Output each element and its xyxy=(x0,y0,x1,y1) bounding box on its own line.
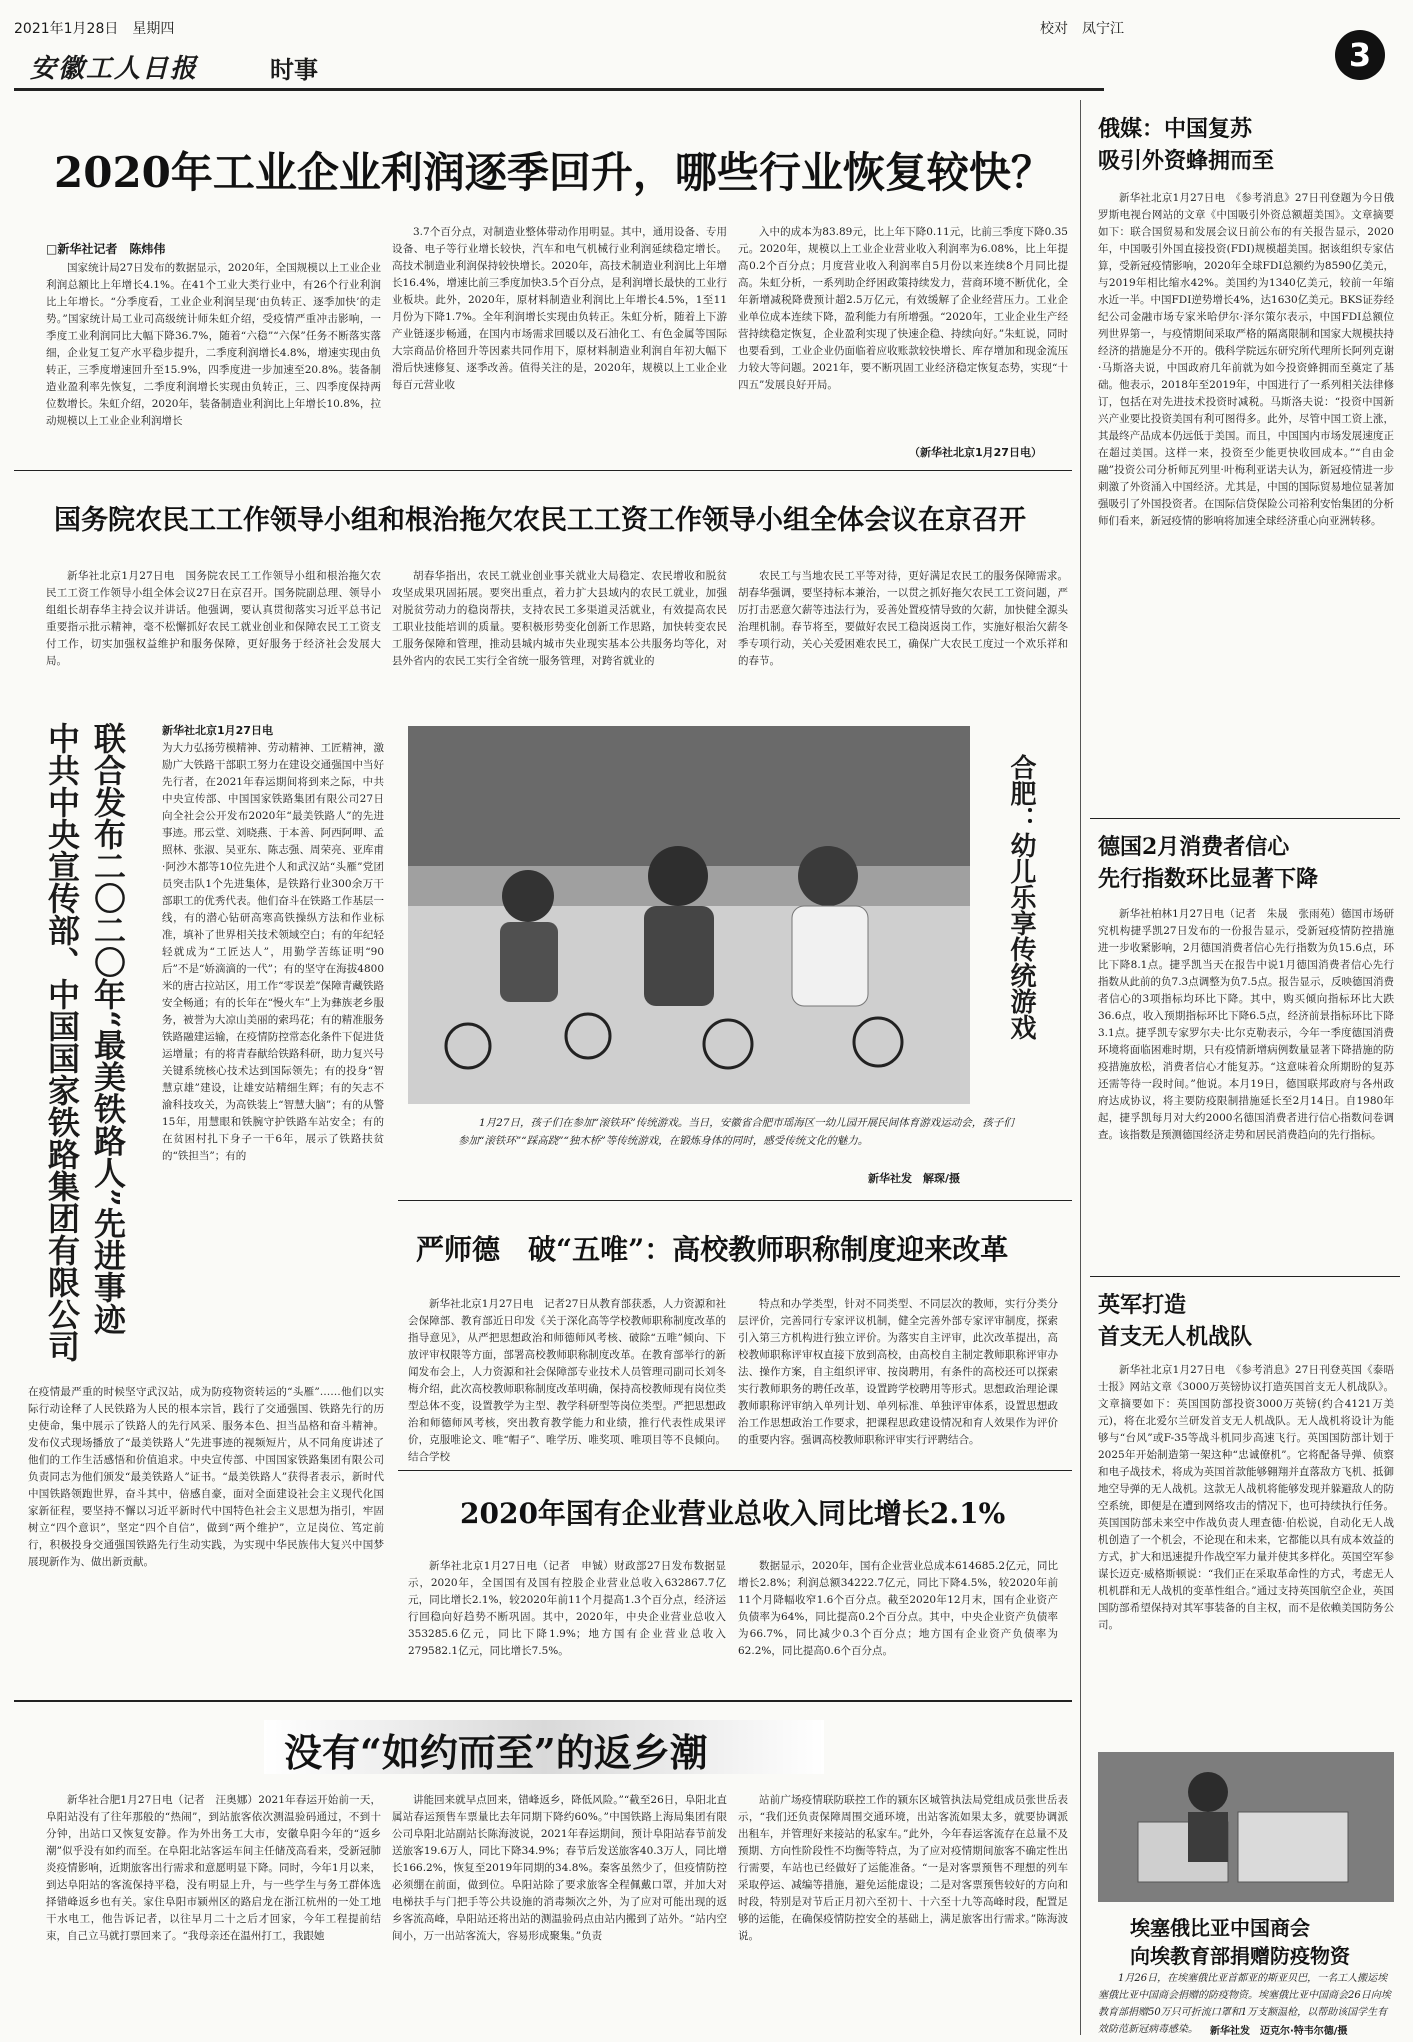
article6-col-3: 站前广场疫情联防联控工作的颍东区城管执法局党组成员张世岳表示，“我们还负责保障周围交通环境，出站客流如果太多，就要协调派出租车，并管理好来接站的私家车。”此外，今年春运客流存在总量不及预期、方向性阶段性不均衡等特点，为了应对疫情期间旅客不确定性出行需要，车站也已经做好了运能准备。“一是对客票预售不理想的列车采取停运、减编等措施，避免运能虚设；二是对客票预售较好的方向和时段，特别是对节后正月初六至初十、十六至十九等高峰时段，配置足够的运能，在确保疫情防控安全的基础上，满足旅客出行需求。”陈海波说。 xyxy=(738,1794,1068,1942)
masthead-date: 2021年1月28日 星期四 xyxy=(14,21,175,37)
rule xyxy=(14,1700,1072,1702)
sidebar-item4-title-1: 埃塞俄比亚中国商会 xyxy=(1130,1916,1310,1940)
article3-title-line-1: 中共中央宣传部、中国国家铁路集团有限公司 xyxy=(43,722,81,1362)
sidebar-rule xyxy=(1090,1276,1400,1277)
article2-col-3: 农民工与当地农民工平等对待，更好满足农民工的服务保障需求。胡春华强调，要坚持标本兼治，一以贯之抓好拖欠农民工工资问题，严厉打击恶意欠薪等违法行为，妥善处置疫情导致的欠薪，加快健全源头治理机制。春节将至，要做好农民工稳岗返岗工作，实施好根治欠薪冬季专项行动，关心关爱困难农民工，确保广大农民工度过一个欢乐祥和的春节。 xyxy=(738,570,1068,667)
article-return-home xyxy=(14,1700,1072,2035)
rule xyxy=(398,1200,1072,1201)
photo-illustration xyxy=(408,726,970,1104)
rule xyxy=(14,470,1072,471)
photo-block xyxy=(398,718,1072,1188)
article2-col-1: 新华社北京1月27日电 国务院农民工工作领导小组和根治拖欠农民工工资工作领导小组全体会议27日在京召开。国务院副总理、领导小组组长胡春华主持会议并讲话。他强调，要认真贯彻落实习近平总书记重要指示批示精神，毫不松懈抓好农民工就业创业和保障农民工工资支付工作，切实加强权益维护和服务保障，更好服务于经济社会发展大局。 xyxy=(46,570,381,667)
lead-title: 2020年工业企业利润逐季回升，哪些行业恢复较快？ xyxy=(54,148,1053,197)
photo-caption-title: 合肥：幼儿乐享传统游戏 xyxy=(1006,754,1036,1040)
article4-col-1: 新华社北京1月27日电 记者27日从教育部获悉，人力资源和社会保障部、教育部近日印发《关于深化高等学校教师职称制度改革的指导意见》，从严把思想政治和师德师风考核、破除“五唯”倾向、下放评审权限等方面，部署高校教师职称制度改革。在教育部举行的新闻发布会上，人力资源和社会保障部专业技术人员管理司副司长刘冬梅介绍，此次高校教师职称制度改革明确，保持高校教师现有岗位类型总体不变，设置教学为主型、教学科研型等岗位类型。严把思想政治和师德师风考核，突出教育教学能力和业绩，推行代表性成果评价，克服唯论文、唯“帽子”、唯学历、唯奖项、唯项目等不良倾向。结合学校 xyxy=(408,1298,726,1463)
article3-title-line-2: 联合发布二〇二〇年“最美铁路人”先进事迹 xyxy=(89,722,127,1335)
article-migrant-workers xyxy=(14,470,1072,710)
article2-col-2: 胡春华指出，农民工就业创业事关就业大局稳定、农民增收和脱贫攻坚成果巩固拓展。要突出重点，着力扩大县域内的农民工就业，加强对脱贫劳动力的稳岗帮扶，支持农民工多渠道灵活就业，有效提高农民工职业技能培训的质量。要积极形势变化创新工作思路，加快转变农民工服务保障和管理，推动县城内城市失业现实基本公共服务均等化，对县外省内的农民工实行全省统一服务管理，对跨省就业的 xyxy=(392,570,727,667)
article4-col-2: 特点和办学类型，针对不同类型、不同层次的教师，实行分类分层评价，完善同行专家评议机制，健全完善外部专家评审制度，探索引入第三方机构进行独立评价。为落实自主评审，此次改革提出，高校教师职称评审权直接下放到高校，由高校自主制定教师职称评审办法、操作方案，自主组织评审、按岗聘用，有条件的高校还可以探索实行教师职务的聘任改革，设置跨学校聘用等形式。思想政治理论课教师职称评审纳入单列计划、单列标准、单独评审体系，设置思想政治工作思想政治工作要求，把课程思政建设情况和育人效果作为评价的重要内容。强调高校教师职称评审实行评聘结合。 xyxy=(738,1298,1058,1446)
article2-title: 国务院农民工工作领导小组和根治拖欠农民工工资工作领导小组全体会议在京召开 xyxy=(54,505,1026,536)
paper-name: 安徽工人日报 xyxy=(30,54,199,84)
lead-article xyxy=(14,100,1072,465)
sidebar-item2-body: 新华社柏林1月27日电（记者 朱晟 张雨苑）德国市场研究机构捷孚凯27日发布的一份报告显示，受新冠疫情防控措施进一步收紧影响，2月德国消费者信心先行指数为负15.6点，环比下降8.1点。捷孚凯当天在报告中说1月德国消费者信心先行指数从此前的负7.3点调整为负7.5点。报告显示，反映德国消费者信心的3项指标均环比下降。其中，购买倾向指标环比大跌36.6点，收入预期指标环比下降6.5点，经济前景指标环比下降3.1点。捷孚凯专家罗尔夫·比尔克勒表示，今年一季度德国消费环境将面临困难时期，只有疫情新增病例数量显著下降措施的防疫措施放松，消费者信心才能复苏。“这意味着众所期盼的复苏还需等待一段时间。”他说。本月19日，德国联邦政府与各州政府达成协议，将主要防疫限制措施延长至2月14日。自1980年起，捷孚凯每月对大约2000名德国消费者进行信心指数问卷调查。该指数是预测德国经济走势和居民消费趋向的先行指标。 xyxy=(1098,908,1394,1141)
sidebar-item2-title-1: 德国2月消费者信心 xyxy=(1098,834,1290,860)
lead-col-1: 国家统计局27日发布的数据显示，2020年，全国规模以上工业企业利润总额比上年增长4.1%。在41个工业大类行业中，有26个行业利润比上年增长。“分季度看，工业企业利润呈现‘由负转正、逐季加快’的走势。”国家统计局工业司高级统计师朱虹介绍，受疫情严重冲击影响，一季度工业利润同比大幅下降36.7%，随着“六稳”“六保”任务不断落实落细，企业复工复产水平稳步提升，二季度利润增长4.8%，增速实现由负转正，三季度增速回升至15.9%，四季度进一步加速至20.8%。装备制造业盈利率先恢复，二季度利润增长实现由负转正，三、四季度保持两位数增长。朱虹介绍，2020年，装备制造业利润比上年增长10.8%，拉动规模以上工业企业利润增长 xyxy=(46,262,381,427)
sidebar-item4-credit: 新华社发 迈克尔·特韦尔德/摄 xyxy=(1210,2026,1348,2037)
donation-illustration xyxy=(1098,1752,1394,1902)
article6-col-1: 新华社合肥1月27日电（记者 汪奥娜）2021年春运开始前一天，阜阳站没有了往年那般的“热闹”，到站旅客依次测温验码通过，不到十分钟，出站口又恢复安静。作为外出务工大市，安徽阜阳今年的“返乡潮”似乎没有如约而至。在阜阳北站客运车间主任储茂高看来，受新冠肺炎疫情影响，近期旅客出行需求和意愿明显下降。同时，今年1月以来，到达阜阳站的客流保持平稳，没有明显上升，与一些学生与务工群体选择错峰返乡也有关。家住阜阳市颍州区的路启龙在浙江杭州的一处工地干水电工，他告诉记者，以往早月二十之后才回家，今年工程提前结束，自己立马就打票回来了。“我母亲还在温州打工，我跟她 xyxy=(46,1794,381,1942)
lead-col-2: 3.7个百分点，对制造业整体带动作用明显。其中，通用设备、专用设备、电子等行业增长较快，汽车和电气机械行业利润延续稳定增长。高技术制造业利润保持较快增长。2020年，高技术制造业利润比上年增长16.4%，增速比前三季度加快3.5个百分点，是利润增长最快的工业行业板块。此外，2020年，原材料制造业利润比上年增长4.5%，1至11月份为下降1.7%。全年利润增长实现由负转正。朱虹分析，随着上下游产业链逐步畅通，在国内市场需求回暖以及石油化工、有色金属等国际大宗商品价格回升等因素共同作用下，原材料制造业利润自年初大幅下滑后快速修复、逐季改善。值得关注的是，2020年，规模以上工业企业每百元营业收 xyxy=(392,226,727,391)
sidebar xyxy=(1090,100,1400,2035)
sidebar-divider xyxy=(1080,100,1081,2035)
sidebar-item4-caption: 1月26日，在埃塞俄比亚首都亚的斯亚贝巴，一名工人搬运埃塞俄比亚中国商会捐赠的防疫物资。埃塞俄比亚中国商会26日向埃教育部捐赠50万只可折流口罩和1万支额温枪，以帮助该国学生有效防范新冠病毒感染。 xyxy=(1098,1973,1391,2035)
section-name: 时事 xyxy=(270,56,318,84)
sidebar-item3-body: 新华社北京1月27日电 《参考消息》27日刊登英国《泰晤士报》网站文章《3000万英镑协议打造英国首支无人机战队》。文章摘要如下：英国国防部投资3000万英镑(约合4121万美元)，将在北爱尔兰研发首支无人机战队。无人战机将设计为能够与“台风”或F-35等战斗机同步高速飞行。英国国防部计划于2025年开始制造第一架这种“忠诚僚机”。它将配备导弹、侦察和电子战技术，将成为英国首款能够翱翔并直落敌方飞机、抵御地空导弹的无人战机。这款无人战机将能够发现并躲避敌人的防空系统，即便是在遭到网络攻击的情况下，也可持续执行任务。英国国防部未来空中作战负责人理查德·伯松说，自动化无人战机创造了一个机会，不论现在和未来，它都能以具有成本效益的方式，扩大和迅速提升作战空军力量并使其多样化。英国空军参谋长迈克·威格斯顿说：“我们正在采取革命性的方式，考虑无人机机群和无人战机的变革性组合。”通过支持英国航空企业，英国国防部希望保持对其军事装备的自主权，而不是依赖美国防务公司。 xyxy=(1098,1364,1394,1631)
lead-source: （新华社北京1月27日电） xyxy=(909,446,1042,459)
article-railway xyxy=(14,712,386,1697)
masthead-rule xyxy=(14,88,1104,91)
photo-credit: 新华社发 解琛/摄 xyxy=(868,1172,961,1185)
editors: 校对 凤宁江 xyxy=(1040,21,1124,37)
sidebar-rule xyxy=(1090,818,1400,819)
article-teacher-titles xyxy=(388,1200,1072,1465)
masthead xyxy=(0,0,1413,100)
article5-col-1: 新华社北京1月27日电（记者 申铖）财政部27日发布数据显示，2020年，全国国有及国有控股企业营业总收入632867.7亿元，同比增长2.1%，较2020年前11个月提高1.3个百分点，经济运行回稳向好趋势不断巩固。其中，2020年，中央企业营业总收入353285.6亿元，同比下降1.9%；地方国有企业营业总收入279582.1亿元，同比增长7.5%。 xyxy=(408,1560,726,1657)
sidebar-item2-title-2: 先行指数环比显著下降 xyxy=(1098,866,1319,892)
article-soe-revenue xyxy=(388,1470,1072,1695)
article3-body-right: 为大力弘扬劳模精神、劳动精神、工匠精神，激励广大铁路干部职工努力在建设交通强国中当好先行者，在2021年春运期间将到来之际，中共中央宣传部、中国国家铁路集团有限公司27日向全社会公开发布2020年“最美铁路人”的先进事迹。邢云堂、刘晓燕、于本善、阿西阿呷、孟照林、张淑、吴亚东、陈志强、周荣亮、亚库甫·阿沙木都等10位先进个人和武汉站“头雁”党团员突击队1个先进集体，是铁路行业300余万干部职工的优秀代表。他们奋斗在铁路工作基层一线，有的潜心钻研高寒高铁操纵方法和作业标准，填补了世界相关技术领域空白；有的年纪轻轻就成为“工匠达人”，用勤学苦练证明“90后”不是“娇滴滴的一代”；有的坚守在海拔4800米的唐古拉站区，用工作“零误差”保障青藏铁路安全畅通；有的长年在“慢火车”上为彝族老乡服务，被誉为大凉山美丽的索玛花；有的精准服务铁路融建运输，在疫情防控常态化条件下促进货运增量；有的将青春献给铁路科研，助力复兴号关键系统核心技术达到国际领先；有的投身“智慧京雄”建设，让雄安站精细生辉；有的矢志不渝科技攻关，为高铁装上“智慧大脑”；有的从警15年，用慧眼和铁腕守护铁路车站安全；有的在贫困村扎下身子一干6年，展示了铁路扶贫的“铁担当”；有的 xyxy=(162,742,384,1162)
sidebar-item4-title-2: 向埃教育部捐赠防疫物资 xyxy=(1130,1944,1350,1968)
photo-caption: 1月27日，孩子们在参加“滚铁环”传统游戏。当日，安徽省合肥市瑶海区一幼儿园开展民间体育游戏运动会，孩子们参加“滚铁环”“踩高跷”“独木桥”等传统游戏，在锻炼身体的同时，感受传统文化的魅力。 xyxy=(458,1117,1014,1147)
article3-body-bottom: 在疫情最严重的时候坚守武汉站，成为防疫物资转运的“头雁”……他们以实际行动诠释了人民铁路为人民的根本宗旨，践行了交通强国、铁路先行的历史使命，集中展示了铁路人的先行风采、服务本色、担当品格和奋斗精神。发布仪式现场播放了“最美铁路人”先进事迹的视频短片，从不同角度讲述了他们的工作生活感悟和价值追求。中央宣传部、中国国家铁路集团有限公司负责同志为他们颁发“最美铁路人”证书。“最美铁路人”获得者表示，新时代中国铁路领跑世界，奋斗其中，倍感自豪，面对全面建设社会主义现代化国家新征程，要坚持不懈以习近平新时代中国特色社会主义思想为指引，牢固树立“四个意识”，坚定“四个自信”，做到“两个维护”，立足岗位、笃定前行，积极投身交通强国铁路先行生动实践，为实现中华民族伟大复兴中国梦展现新作为、做出新贡献。 xyxy=(28,1386,384,1568)
sidebar-item3-title-2: 首支无人机战队 xyxy=(1098,1324,1253,1350)
article3-dateline: 新华社北京1月27日电 xyxy=(162,724,273,737)
page-number: 3 xyxy=(1335,30,1385,80)
article5-col-2: 数据显示，2020年，国有企业营业总成本614685.2亿元，同比增长2.8%；利润总额34222.7亿元，同比下降4.5%，较2020年前11个月降幅收窄1.6个百分点。截至2020年12月末，国有企业资产负债率为64%，同比提高0.2个百分点。其中，中央企业资产负债率为66.7%，同比减少0.3个百分点；地方国有企业资产负债率为62.2%，同比提高0.6个百分点。 xyxy=(738,1560,1058,1657)
sidebar-item1-title-2: 吸引外资蜂拥而至 xyxy=(1098,148,1275,174)
sidebar-item1-body: 新华社北京1月27日电 《参考消息》27日刊登题为今日俄罗斯电视台网站的文章《中国吸引外资总额超美国》。文章摘要如下：联合国贸易和发展会议日前公布的有关报告显示，2020年，中国吸引外国直接投资(FDI)规模超美国。据该组织专家估算，受新冠疫情影响，2020年全球FDI总额约为8590亿美元，与2019年相比缩水42%。美国约为1340亿美元，较前一年缩水近一半。中国FDI逆势增长4%，达1630亿美元。BKS证券经纪公司金融市场专家米哈伊尔·泽尔策尔表示，中国FDI总额位列世界第一，与疫情期间采取严格的隔离限制和国家大规模扶持经济的措施是分不开的。俄科学院远东研究所代理所长阿列克谢·马斯洛夫说，中国政府几年前就为如今投资蜂拥而至奠定了基础。他表示，2018年至2019年，中国进行了一系列相关法律修订，包括在对先进技术投资时减税。马斯洛夫说：“投资中国新兴产业要比投资美国有利可图得多。此外，尽管中国工资上涨，其最终产品成本仍远低于美国。而且，中国国内市场发展速度正在超过美国。这样一来，投资至少能更快收回成本。”“自由金融”投资公司分析师瓦列里·叶梅利亚诺夫认为，新冠疫情进一步刺激了外资涌入中国经济。尤其是，中国的国际贸易地位显著加强吸引了外国投资者。在国际信贷保险公司裕利安怡集团的分析师们看来，新冠疫情的影响将加速全球经济重心向亚洲转移。 xyxy=(1098,192,1394,527)
kids-playing-photo xyxy=(408,726,970,1104)
donation-photo xyxy=(1098,1752,1394,1902)
article6-col-2: 讲能回来就早点回来，错峰返乡，降低风险。”“截至26日，阜阳北直属站春运预售车票量比去年同期下降约60%。”中国铁路上海局集团有限公司阜阳北站副站长陈海波说，2021年春运期间，预计阜阳站春节前发送旅客19.6万人，同比下降34.9%；春节后发送旅客40.3万人，同比增长166.2%，恢复至2019年同期的34.8%。秦客虽然少了，但疫情防控必须绷在前面，做到位。阜阳站除了要求旅客全程佩戴口罩，并加大对电梯扶手与门把手等公共设施的消毒频次之外，为了应对可能出现的返乡客流高峰，阜阳站还将出站的测温验码点由站内搬到了站外。“站内空间小，万一出站客流大，容易形成聚集。”负责 xyxy=(392,1794,727,1942)
sidebar-item3-title-1: 英军打造 xyxy=(1098,1292,1187,1318)
rule xyxy=(398,1470,1072,1471)
article5-title: 2020年国有企业营业总收入同比增长2.1% xyxy=(460,1497,1006,1530)
article4-title: 严师德 破“五唯”：高校教师职称制度迎来改革 xyxy=(416,1233,1009,1266)
sidebar-item1-title-1: 俄媒：中国复苏 xyxy=(1098,116,1253,142)
lead-col-3: 入中的成本为83.89元，比上年下降0.11元，比前三季度下降0.35元。2020年，规模以上工业企业营业收入利润率为6.08%，比上年提高0.2个百分点；月度营业收入利润率自5月份以来连续8个月同比提高。朱虹分析，一系列助企纾困政策持续发力，营商环境不断优化，全年新增减税降费预计超2.5万亿元，有效缓解了企业经营压力。工业企业单位成本连续下降，盈利能力有所增强。“2020年，工业企业生产经营持续稳定恢复，企业盈利实现了快速企稳、持续向好。”朱虹说，同时也要看到，工业企业仍面临着应收账款较快增长、库存增加和现金流压力较大等问题。2021年，要不断巩固工业经济稳定恢复态势，实现“十四五”发展良好开局。 xyxy=(738,226,1068,391)
lead-byline: □新华社记者 陈炜伟 xyxy=(46,242,166,256)
article6-title: 没有“如约而至”的返乡潮 xyxy=(284,1730,708,1775)
